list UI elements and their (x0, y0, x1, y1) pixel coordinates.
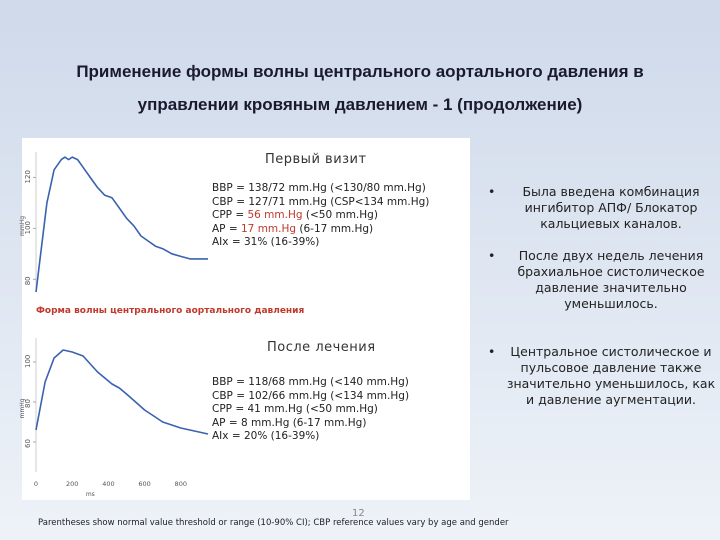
bullet-list-bottom (486, 344, 716, 424)
chart2-x-tick-label: 800 (174, 480, 188, 488)
chart1-y-axis-title: mmHg (19, 215, 26, 236)
visit1-heading: Первый визит (265, 152, 367, 167)
visit1-ap-range: (6-17 mm.Hg) (296, 222, 374, 235)
visit1-cbp: CBP = 127/71 mm.Hg (CSP<134 mm.Hg) (212, 195, 430, 208)
visit1-ap-value: 17 mm.Hg (241, 222, 297, 235)
visit1-metrics (212, 182, 429, 250)
bullet-item (486, 184, 716, 232)
slide-title-line2: управлении кровяным давлением - 1 (продолжение) (137, 95, 583, 114)
chart2-y-axis-title: mmHg (19, 398, 26, 419)
visit1-bbp: BBP = 138/72 mm.Hg (<130/80 mm.Hg) (212, 182, 426, 194)
chart1-waveform-line (36, 157, 208, 292)
visit2-ap: AP = 8 mm.Hg (6-17 mm.Hg) (212, 416, 367, 429)
visit2-cbp: CBP = 102/66 mm.Hg (<134 mm.Hg) (212, 389, 410, 402)
visit1-ap (212, 223, 429, 237)
bullet-text: Была введена комбинация ингибитор АПФ/ Блокатор кальциевых каналов. (522, 184, 700, 231)
visit2-aix: AIx = 20% (16-39%) (212, 430, 320, 442)
bullet-dot-icon: • (488, 344, 496, 359)
page-number: 12 (352, 508, 365, 519)
visit2-metrics (212, 376, 409, 444)
visit1-cpp-range: (<50 mm.Hg) (302, 209, 378, 221)
visit1-aix: AIx = 31% (16-39%) (212, 236, 320, 248)
visit2-heading: После лечения (267, 340, 376, 355)
visit1-cpp (212, 209, 429, 223)
visit2-bbp: BBP = 118/68 mm.Hg (<140 mm.Hg) (212, 376, 409, 388)
chart2-x-axis-title: ms (85, 491, 95, 498)
bullet-item (486, 248, 716, 312)
bullet-item (486, 344, 716, 408)
bullet-dot-icon: • (488, 184, 496, 199)
slide-title-line1: Применение формы волны центрального аортального давления в (76, 62, 644, 81)
visit1-cpp-value: 56 mm.Hg (247, 209, 303, 221)
chart2-y-tick-label: 80 (24, 399, 32, 408)
visit1-ap-label: AP = (212, 222, 241, 235)
chart2-x-tick-label: 400 (102, 480, 115, 488)
charts-panel (19, 138, 470, 500)
bullet-dot-icon: • (488, 248, 496, 263)
bullet-text: После двух недель лечения брахиальное систолическое давление значительно уменьшилось. (517, 248, 705, 311)
chart2-y-tick-label: 60 (24, 439, 32, 448)
chart2-waveform-line (36, 350, 208, 434)
visit1-cpp-label: CPP = (212, 209, 248, 221)
bullet-text: Центральное систолическое и пульсовое давление также значительно уменьшилось, как и давление аугментации. (506, 344, 716, 407)
chart2-x-tick-label: 0 (33, 480, 39, 488)
chart2-x-tick-label: 200 (65, 480, 79, 488)
chart1-y-tick-label: 120 (24, 170, 32, 184)
footnote: Parentheses show normal value threshold or range (10-90% CI); CBP reference values vary by age and gender (38, 518, 509, 528)
chart1-y-tick-label: 80 (24, 276, 32, 286)
chart1-y-tick-label: 100 (24, 220, 32, 235)
waveform-caption: Форма волны центрального аортального давления (36, 306, 305, 316)
bullet-list-top (486, 184, 716, 328)
chart2-y-tick-label: 100 (24, 354, 32, 368)
chart2-x-tick-label: 600 (138, 480, 151, 488)
visit2-cpp: CPP = 41 mm.Hg (<50 mm.Hg) (212, 403, 378, 415)
